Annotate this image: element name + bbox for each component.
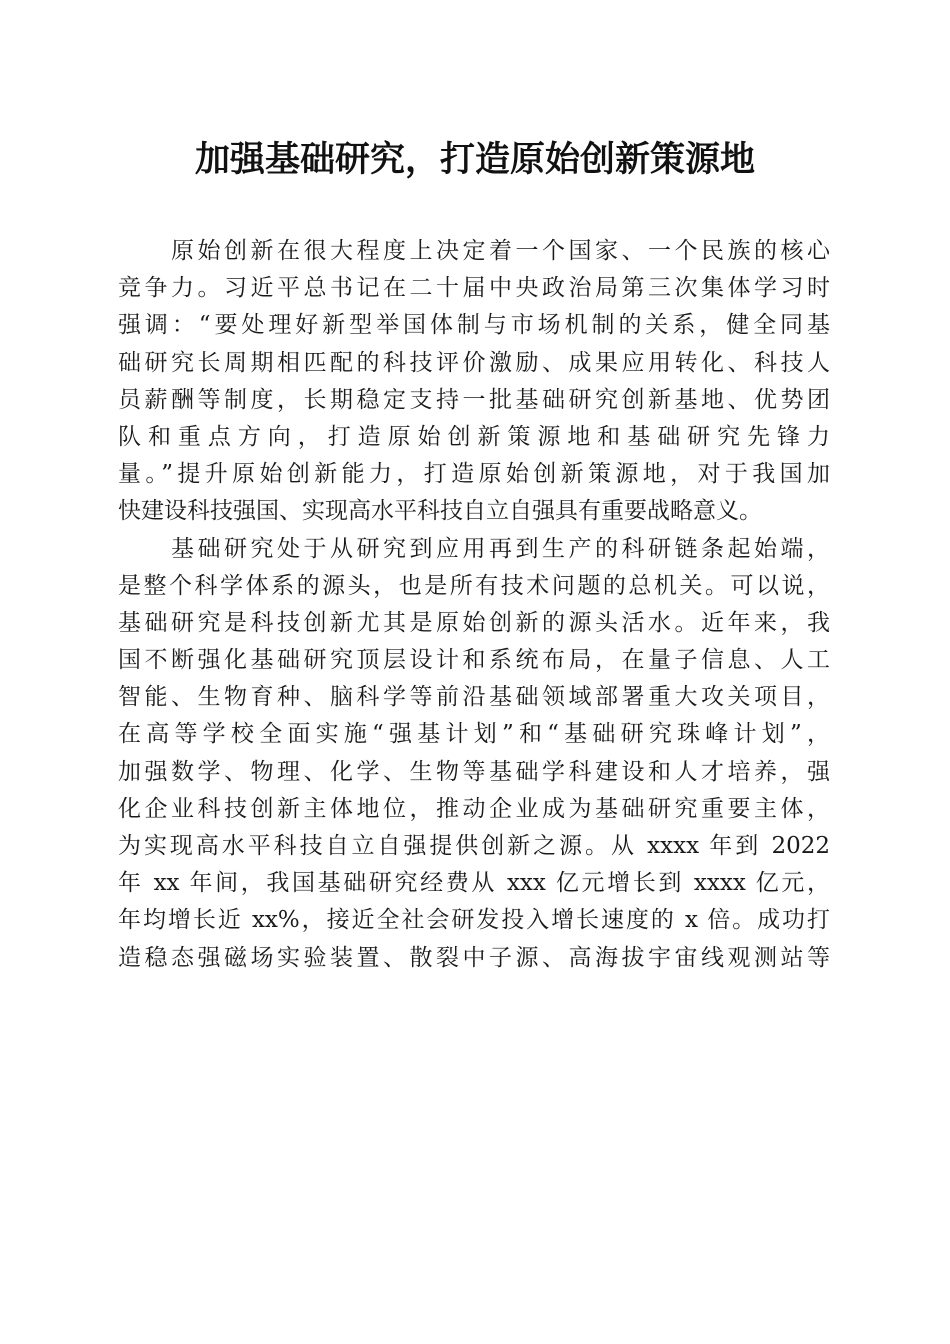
- text-line: 智能、生物育种、脑科学等前沿基础领域部署重大攻关项目，: [118, 684, 830, 711]
- text-line: 年 xx 年间，我国基础研究经费从 xxx 亿元增长到 xxxx 亿元，: [118, 870, 830, 897]
- text-line: 是整个科学体系的源头，也是所有技术问题的总机关。可以说，: [118, 572, 830, 599]
- text-line: 础研究长周期相匹配的科技评价激励、成果应用转化、科技人: [118, 349, 830, 376]
- text-line: 造稳态强磁场实验装置、散裂中子源、高海拔宇宙线观测站等: [118, 944, 830, 971]
- text-line: 为实现高水平科技自立自强提供创新之源。从 xxxx 年到 2022: [118, 833, 830, 859]
- text-line: 强调：“要处理好新型举国体制与市场机制的关系，健全同基: [118, 312, 830, 339]
- text-line: 员薪酬等制度，长期稳定支持一批基础研究创新基地、优势团: [118, 386, 830, 413]
- text-line: 原始创新在很大程度上决定着一个国家、一个民族的核心: [118, 238, 830, 264]
- text-line: 国不断强化基础研究顶层设计和系统布局，在量子信息、人工: [118, 647, 830, 674]
- text-line: 基础研究处于从研究到应用再到生产的科研链条起始端，: [118, 535, 830, 562]
- text-line: 在高等学校全面实施“强基计划”和“基础研究珠峰计划”，: [118, 721, 830, 748]
- document-body: [118, 233, 830, 977]
- text-line: 量。”提升原始创新能力，打造原始创新策源地，对于我国加: [118, 461, 830, 488]
- paragraph-2: [118, 531, 830, 977]
- text-line: 基础研究是科技创新尤其是原始创新的源头活水。近年来，我: [118, 609, 830, 636]
- text-line: 队和重点方向，打造原始创新策源地和基础研究先锋力: [118, 423, 830, 450]
- text-line: 化企业科技创新主体地位，推动企业成为基础研究重要主体，: [118, 795, 830, 822]
- text-line: 加强数学、物理、化学、生物等基础学科建设和人才培养，强: [118, 758, 830, 785]
- document-title: 加强基础研究，打造原始创新策源地: [194, 139, 755, 180]
- text-line: 快建设科技强国、实现高水平科技自立自强具有重要战略意义。: [118, 498, 762, 525]
- text-line: 竞争力。习近平总书记在二十届中央政治局第三次集体学习时: [118, 275, 830, 302]
- text-line: 年均增长近 xx%，接近全社会研发投入增长速度的 x 倍。成功打: [118, 907, 830, 934]
- paragraph-1: [118, 233, 830, 531]
